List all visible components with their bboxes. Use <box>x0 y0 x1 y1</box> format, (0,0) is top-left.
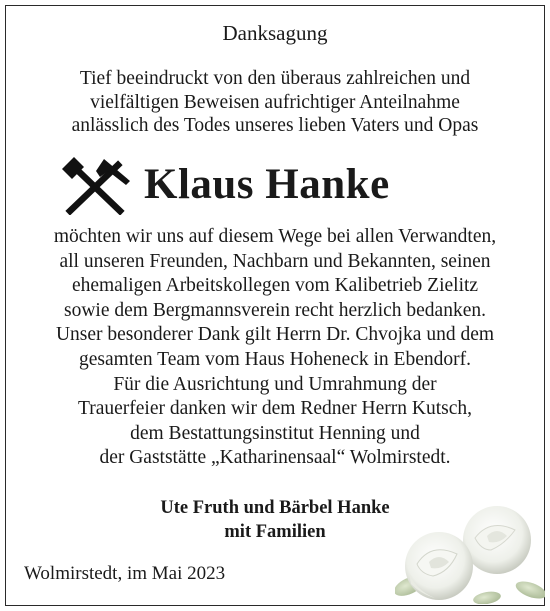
thanks-line: ehemaligen Arbeitskollegen vom Kalibetrieb Zielitz <box>71 275 479 297</box>
thanks-line: Unser besonderer Dank gilt Herrn Dr. Chvojka und dem <box>55 324 495 346</box>
white-rose-icon <box>395 498 545 604</box>
signature-line: mit Familien <box>224 522 326 542</box>
thanks-line: möchten wir uns auf diesem Wege bei allen Verwandten, <box>53 226 497 247</box>
intro-line: anlässlich des Todes unseres lieben Vaters und Opas <box>71 115 479 136</box>
hammer-and-pick-icon <box>60 155 132 215</box>
thanks-line: gesamten Team vom Haus Hoheneck in Ebendorf. <box>79 348 471 370</box>
thanks-line: all unseren Freunden, Nachbarn und Bekannten, seinen <box>59 250 491 272</box>
place-date: Wolmirstedt, im Mai 2023 <box>24 563 226 584</box>
thanks-line: sowie dem Bergmannsverein recht herzlich bedanken. <box>64 299 486 321</box>
intro-text <box>0 67 550 138</box>
signature-line: Ute Fruth und Bärbel Hanke <box>160 498 390 518</box>
name-row <box>0 152 550 218</box>
thanks-line: Für die Ausrichtung und Umrahmung der <box>113 373 437 395</box>
thanks-line: Trauerfeier danken wir dem Redner Herrn Kutsch, <box>77 398 473 420</box>
intro-line: Tief beeindruckt von den überaus zahlreichen und <box>79 68 471 89</box>
thanks-line: dem Bestattungsinstitut Henning und <box>130 422 420 444</box>
intro-line: vielfältigen Beweisen aufrichtiger Anteilnahme <box>90 91 460 113</box>
heading: Danksagung <box>222 21 328 45</box>
deceased-name: Klaus Hanke <box>144 161 390 208</box>
thanks-text <box>0 225 550 471</box>
thanks-line: der Gaststätte „Katharinensaal“ Wolmirstedt. <box>99 447 451 469</box>
